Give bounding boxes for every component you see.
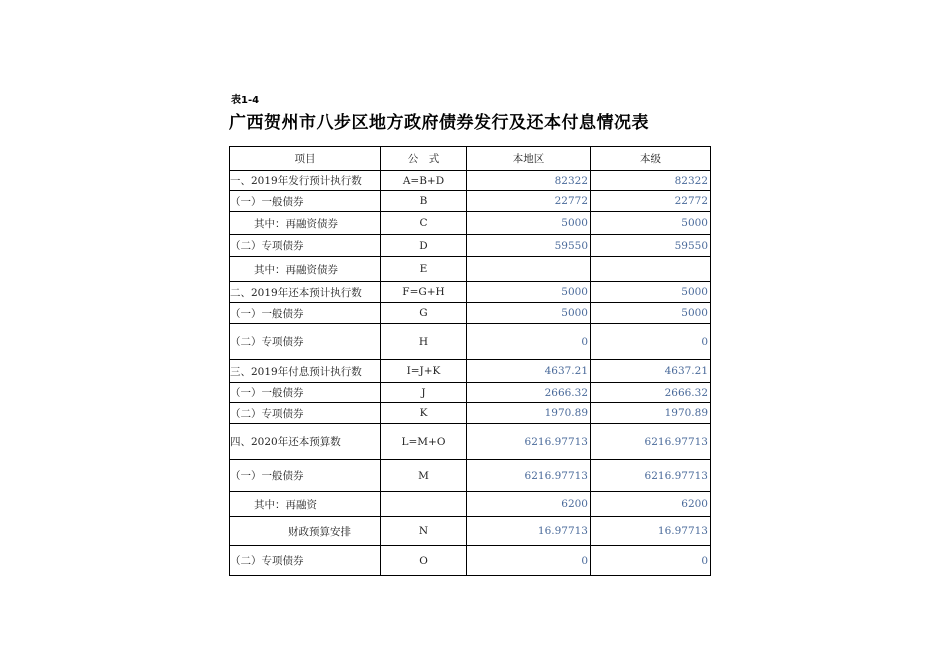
row-region-value: 6216.97713: [467, 460, 591, 492]
row-region-value: 6216.97713: [467, 424, 591, 460]
row-region-value: 16.97713: [467, 517, 591, 546]
row-level-value: 1970.89: [591, 403, 711, 424]
table-row: [230, 303, 711, 324]
page-title: 广西贺州市八步区地方政府债券发行及还本付息情况表: [229, 113, 649, 133]
table-row: [230, 424, 711, 460]
row-item: 四、2020年还本预算数: [230, 424, 381, 460]
row-region-value: 5000: [467, 282, 591, 303]
table-row: [230, 171, 711, 191]
row-level-value: 6216.97713: [591, 424, 711, 460]
row-level-value: 0: [591, 546, 711, 576]
row-item: 其中：再融资债券: [230, 212, 381, 235]
row-formula: I=J+K: [381, 360, 467, 383]
table-number: 表1-4: [231, 95, 260, 106]
table-header-row: [230, 147, 711, 171]
row-formula: L=M+O: [381, 424, 467, 460]
row-formula: A=B+D: [381, 171, 467, 191]
row-formula: B: [381, 191, 467, 212]
row-item: （二）专项债券: [230, 235, 381, 257]
row-formula: M: [381, 460, 467, 492]
row-formula: N: [381, 517, 467, 546]
row-region-value: 5000: [467, 303, 591, 324]
row-item: （二）专项债券: [230, 403, 381, 424]
row-level-value: 5000: [591, 303, 711, 324]
header-region: 本地区: [467, 147, 591, 171]
header-formula: 公 式: [381, 147, 467, 171]
bond-table: [229, 146, 711, 576]
row-formula: [381, 492, 467, 517]
table-row: [230, 235, 711, 257]
row-formula: F=G+H: [381, 282, 467, 303]
row-formula: O: [381, 546, 467, 576]
table-row: [230, 360, 711, 383]
row-formula: J: [381, 383, 467, 403]
row-region-value: 22772: [467, 191, 591, 212]
row-level-value: 6200: [591, 492, 711, 517]
header-item: 项目: [230, 147, 381, 171]
row-item: （一）一般债券: [230, 460, 381, 492]
row-item: （一）一般债券: [230, 303, 381, 324]
row-formula: E: [381, 257, 467, 282]
table-row: [230, 324, 711, 360]
row-item: （一）一般债券: [230, 383, 381, 403]
row-formula: G: [381, 303, 467, 324]
row-region-value: 59550: [467, 235, 591, 257]
row-item: （二）专项债券: [230, 546, 381, 576]
row-region-value: 82322: [467, 171, 591, 191]
row-item: 其中：再融资: [230, 492, 381, 517]
row-formula: H: [381, 324, 467, 360]
row-level-value: 59550: [591, 235, 711, 257]
row-region-value: 5000: [467, 212, 591, 235]
row-formula: K: [381, 403, 467, 424]
table-row: [230, 282, 711, 303]
table-row: [230, 546, 711, 576]
row-item: 其中：再融资债券: [230, 257, 381, 282]
row-level-value: 0: [591, 324, 711, 360]
header-level: 本级: [591, 147, 711, 171]
row-item: 财政预算安排: [230, 517, 381, 546]
row-region-value: 0: [467, 546, 591, 576]
row-region-value: 6200: [467, 492, 591, 517]
table-row: [230, 492, 711, 517]
row-level-value: 82322: [591, 171, 711, 191]
row-level-value: 4637.21: [591, 360, 711, 383]
row-item: （一）一般债券: [230, 191, 381, 212]
row-level-value: 6216.97713: [591, 460, 711, 492]
row-level-value: 5000: [591, 212, 711, 235]
row-region-value: 4637.21: [467, 360, 591, 383]
row-item: 一、2019年发行预计执行数: [230, 171, 381, 191]
table-row: [230, 383, 711, 403]
table-row: [230, 517, 711, 546]
row-formula: D: [381, 235, 467, 257]
table-row: [230, 460, 711, 492]
row-region-value: 0: [467, 324, 591, 360]
row-item: （二）专项债券: [230, 324, 381, 360]
table-row: [230, 212, 711, 235]
table-row: [230, 257, 711, 282]
row-level-value: 16.97713: [591, 517, 711, 546]
row-level-value: 2666.32: [591, 383, 711, 403]
table-row: [230, 403, 711, 424]
row-item: 二、2019年还本预计执行数: [230, 282, 381, 303]
row-item: 三、2019年付息预计执行数: [230, 360, 381, 383]
row-level-value: [591, 257, 711, 282]
table-row: [230, 191, 711, 212]
row-level-value: 22772: [591, 191, 711, 212]
row-region-value: [467, 257, 591, 282]
row-region-value: 2666.32: [467, 383, 591, 403]
row-region-value: 1970.89: [467, 403, 591, 424]
row-level-value: 5000: [591, 282, 711, 303]
row-formula: C: [381, 212, 467, 235]
